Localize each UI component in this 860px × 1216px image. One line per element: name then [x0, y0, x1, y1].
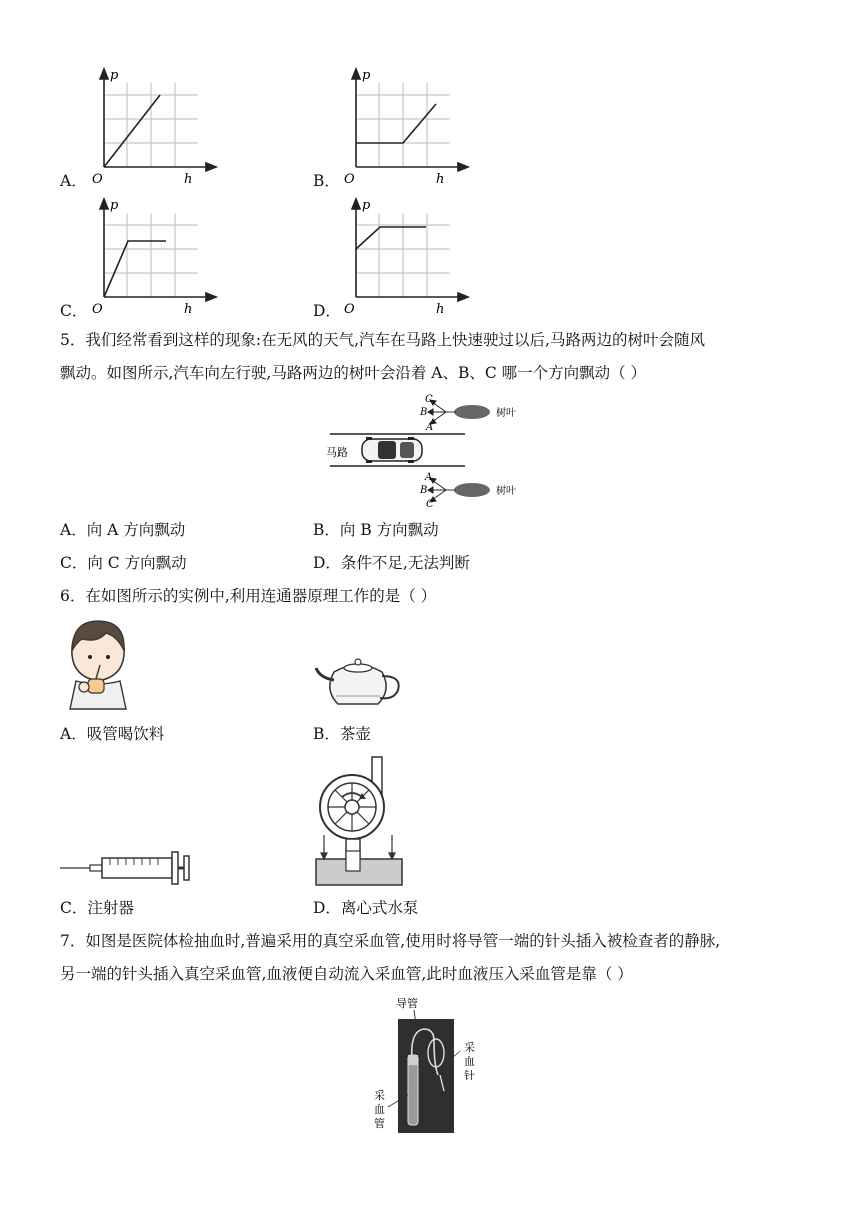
option-letter: C．: [60, 302, 88, 320]
option-letter: D．: [313, 302, 341, 320]
q4-option-d[interactable]: [313, 195, 473, 320]
q5-stem-line2: 飘动。如图所示,汽车向左行驶,马路两边的树叶会沿着 A、B、C 哪一个方向飘动（ ）: [60, 364, 647, 382]
y-axis-label: p: [110, 68, 119, 83]
boy-drinking-icon: [62, 615, 134, 710]
q6-stem: 6．在如图所示的实例中,利用连通器原理工作的是（ ）: [60, 587, 437, 605]
q4-option-a[interactable]: [60, 65, 220, 190]
car-icon: [362, 437, 422, 463]
leaf-label-top: 树叶: [496, 408, 516, 419]
q7-stem-line2: 另一端的针头插入真空采血管,血液便自动流入采血管,此时血液压入采血管是靠（ ）: [60, 965, 633, 983]
needle-label-1: 采: [464, 1041, 475, 1054]
leaf-label-bottom: 树叶: [496, 486, 516, 497]
x-axis-label: h: [436, 172, 445, 187]
graph-c: [88, 195, 228, 320]
dir-a-top: A: [426, 422, 434, 433]
q5-option-d[interactable]: D．条件不足,无法判断: [313, 554, 470, 572]
origin-label: O: [92, 302, 103, 317]
needle-label-2: 血: [464, 1055, 475, 1068]
graph-d: [340, 195, 480, 320]
origin-label: O: [344, 302, 355, 317]
q5-option-a[interactable]: A．向 A 方向飘动: [60, 521, 186, 539]
dir-a-bottom: A: [425, 472, 433, 483]
graph-a: [88, 65, 228, 190]
q6-option-a[interactable]: A．吸管喝饮料: [60, 725, 165, 743]
dir-c-top: C: [425, 394, 433, 405]
option-letter: A．: [60, 172, 87, 190]
leaf-icon: [446, 483, 490, 497]
origin-label: O: [344, 172, 355, 187]
q7-stem-line1: 7．如图是医院体检抽血时,普遍采用的真空采血管,使用时将导管一端的针头插入被检查者的静脉,: [60, 932, 721, 950]
collector-label-2: 血: [374, 1103, 385, 1116]
x-axis-label: h: [184, 172, 193, 187]
graph-b: [340, 65, 480, 190]
leaf-icon: [446, 405, 490, 419]
q5-option-b[interactable]: B．向 B 方向飘动: [313, 521, 439, 539]
q6-option-b[interactable]: B．茶壶: [313, 725, 371, 743]
q6-option-c[interactable]: C．注射器: [60, 899, 134, 917]
needle-label-3: 针: [464, 1069, 475, 1082]
q5-option-c[interactable]: C．向 C 方向飘动: [60, 554, 187, 572]
x-axis-label: h: [436, 302, 445, 317]
syringe-icon: [60, 848, 190, 888]
road-label: 马路: [326, 446, 348, 459]
y-axis-label: p: [362, 198, 371, 213]
origin-label: O: [92, 172, 103, 187]
option-letter: B．: [313, 172, 340, 190]
q4-option-b[interactable]: [313, 65, 473, 190]
teapot-icon: [312, 650, 404, 708]
q6-option-d[interactable]: D．离心式水泵: [313, 899, 419, 917]
y-axis-label: p: [110, 198, 119, 213]
q5-figure: [320, 390, 530, 510]
dir-c-bottom: C: [426, 499, 434, 510]
y-axis-label: p: [362, 68, 371, 83]
centrifugal-pump-icon: [312, 755, 408, 887]
tube-label: 导管: [396, 997, 418, 1010]
blood-collection-figure: [368, 995, 488, 1135]
collector-label-1: 采: [374, 1089, 385, 1102]
collector-label-3: 管: [374, 1117, 385, 1130]
q5-stem-line1: 5．我们经常看到这样的现象:在无风的天气,汽车在马路上快速驶过以后,马路两边的树叶会随风: [60, 331, 705, 349]
dir-b-top: B: [420, 407, 428, 418]
x-axis-label: h: [184, 302, 193, 317]
dir-b-bottom: B: [420, 485, 428, 496]
q4-option-c[interactable]: [60, 195, 220, 320]
